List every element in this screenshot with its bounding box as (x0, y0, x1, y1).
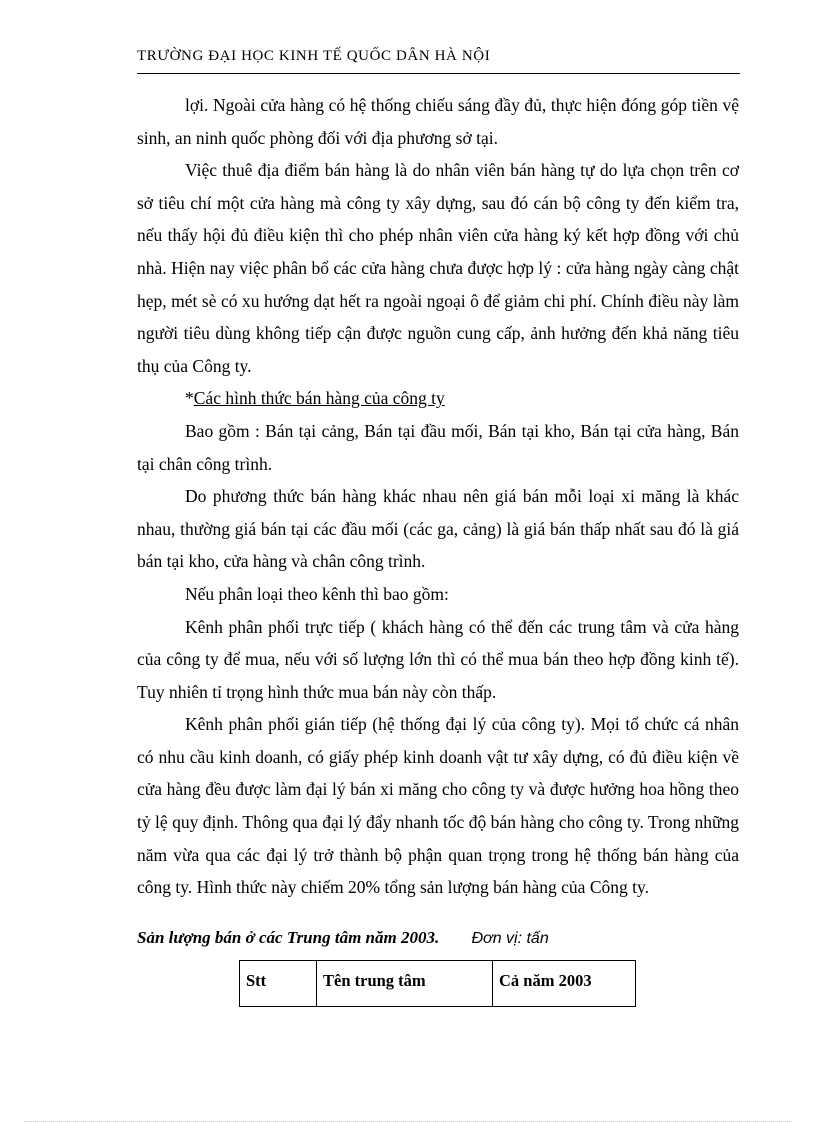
table-header-row (240, 961, 636, 1007)
caption-title: Sản lượng bán ở các Trung tâm năm 2003. (137, 928, 440, 947)
page-header: TRƯỜNG ĐẠI HỌC KINH TẾ QUỐC DÂN HÀ NỘI (137, 48, 491, 64)
header-cell-center-name: Tên trung tâm (317, 961, 493, 1007)
header-cell-stt: Stt (240, 961, 317, 1007)
caption-unit: Đơn vị: tấn (471, 930, 549, 947)
paragraph-8: Kênh phân phối gián tiếp (hệ thống đại lý của công ty). Mọi tổ chức cá nhân có nhu cầu kinh doanh, có giấy phép kinh doanh vật tư xây dựng, có đủ điều kiện về cửa hàng đều được làm đại lý bán xi măng cho công ty và được hưởng hoa hồng theo tỷ lệ quy định. Thông qua đại lý đẩy nhanh tốc độ bán hàng cho công ty. Trong những năm vừa qua các đại lý trở thành bộ phận quan trọng trong hệ thống bán hàng của công ty. Hình thức này chiếm 20% tổng sản lượng bán hàng của Công ty. (137, 714, 739, 898)
header-divider (137, 73, 740, 74)
table-caption (137, 928, 549, 948)
heading-bullet: * (185, 388, 194, 409)
paragraph-2: Việc thuê địa điểm bán hàng là do nhân viên bán hàng tự do lựa chọn trên cơ sở tiêu chí một cửa hàng mà công ty xây dựng, sau đó cán bộ công ty đến kiểm tra, nếu thấy hội đủ điều kiện thì cho phép nhân viên cửa hàng ký kết hợp đồng với chủ nhà. Hiện nay việc phân bổ các cửa hàng chưa được hợp lý : cửa hàng ngày càng chật hẹp, mét sè có xu hướng dạt hết ra ngoài ngoại ô để giảm chi phí. Chính điều này làm người tiêu dùng không tiếp cận được nguồn cung cấp, ảnh hưởng đến khả năng tiêu thụ của Công ty. (137, 160, 739, 376)
header-cell-year-2003: Cả năm 2003 (493, 961, 636, 1007)
paragraph-1: lợi. Ngoài cửa hàng có hệ thống chiếu sáng đầy đủ, thực hiện đóng góp tiền vệ sinh, an ninh quốc phòng đối với địa phương sở tại. (137, 95, 739, 148)
section-heading (137, 382, 739, 415)
paragraph-7: Kênh phân phối trực tiếp ( khách hàng có thể đến các trung tâm và cửa hàng của công ty để mua, nếu với số lượng lớn thì có thể mua bán theo hợp đồng kinh tế). Tuy nhiên tỉ trọng hình thức mua bán này còn thấp. (137, 616, 739, 702)
sales-table (239, 960, 636, 1007)
paragraph-6: Nếu phân loại theo kênh thì bao gồm: (185, 583, 449, 604)
page-bottom-divider (24, 1121, 792, 1122)
paragraph-4: Bao gồm : Bán tại cảng, Bán tại đầu mối, Bán tại kho, Bán tại cửa hàng, Bán tại chân công trình. (137, 420, 739, 474)
document-body (137, 89, 739, 904)
paragraph-5: Do phương thức bán hàng khác nhau nên giá bán mỗi loại xi măng là khác nhau, thường giá bán tại các đầu mối (các ga, cảng) là giá bán thấp nhất sau đó là giá bán tại kho, cửa hàng và chân công trình. (137, 486, 739, 572)
heading-text: Các hình thức bán hàng của công ty (193, 388, 445, 409)
